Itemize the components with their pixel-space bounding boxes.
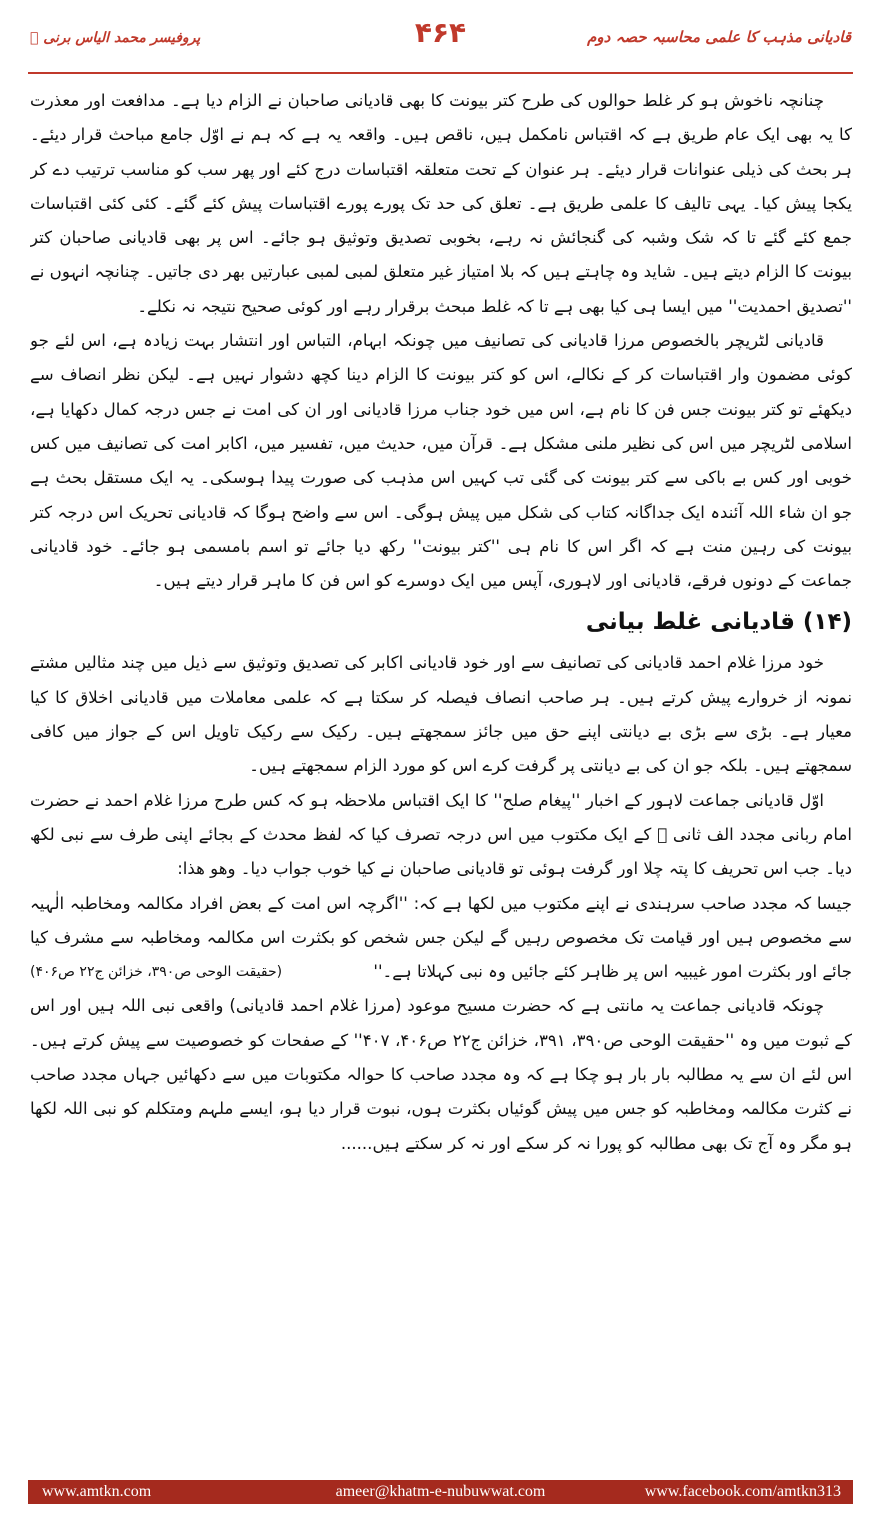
paragraph-5: چونکہ قادیانی جماعت یہ مانتی ہے کہ حضرت مسیح موعود (مرزا غلام احمد قادیانی) واقعی نبی اللہ ہیں اور اس کے ثبوت میں وہ ''حقیقت الوحی ص۳۹۰، ۳۹۱، خزائن ج۲۲ ص۴۰۶، ۴۰۷'' کے صفحات کو خصوصیت سے پیش کرتے ہیں۔ اس لئے ان سے یہ مطالبہ بار بار ہو چکا ہے کہ وہ مجدد صاحب کا حوالہ مکتوبات میں سے دکھائیں جہاں مجدد صاحب نے کثرت مکالمہ ومخاطبہ کو جس میں پیش گوئیاں بکثرت ہوں، نبوت قرار دیا ہو، ایسے ملہم ومتکلم کو نبی اللہ لکھا ہو مگر وہ آج تک بھی مطالبہ کو پورا نہ کر سکے اور نہ کر سکتے ہیں...... [30, 996, 852, 1153]
page-number: ۴۶۴ [414, 16, 467, 49]
facebook-link[interactable]: www.facebook.com/amtkn313 [644, 1483, 841, 1500]
page-footer [28, 1480, 853, 1504]
header-divider [28, 72, 853, 74]
paragraph-4: اوّل قادیانی جماعت لاہور کے اخبار ''پیغام صلح'' کا ایک اقتباس ملاحظہ ہو کہ کس طرح مرزا غلام احمد نے حضرت امام ربانی مجدد الف ثانی ﷫ کے ایک مکتوب میں اس درجہ تصرف کیا کہ لفظ محدث کے بجائے اپنی طرف سے نبی لکھ دیا۔ جب اس تحریف کا پتہ چلا اور گرفت ہوئی تو قادیانی صاحبان نے کیا خوب جواب دیا۔ وھو ھذا: [30, 790, 852, 879]
website-link[interactable]: www.amtkn.com [42, 1483, 152, 1500]
author-name: پروفیسر محمد الیاس برنی ﷫ [30, 30, 201, 46]
quotation: جیسا کہ مجدد صاحب سرہندی نے اپنے مکتوب میں لکھا ہے کہ: ''اگرچہ اس امت کے بعض افراد مکالمہ ومخاطبہ الٰہیہ سے مخصوص ہیں اور قیامت تک مخصوص رہیں گے لیکن جس شخص کو بکثرت اس مکالمہ ومخاطبہ سے مشرف کیا جائے اور بکثرت امور غیبیہ اس پر ظاہر کئے جائیں وہ نبی کہلاتا ہے۔'' [30, 893, 852, 982]
paragraph-2: قادیانی لٹریچر بالخصوص مرزا قادیانی کی تصانیف میں چونکہ ابہام، التباس اور انتشار بہت زیادہ ہے، اس لئے جو کوئی مضمون وار اقتباسات کر کے نکالے، اس کو کتر بیونت کا الزام دینا کچھ دشوار نہیں ہے۔ لیکن نظر انصاف سے دیکھئے تو کتر بیونت جس فن کا نام ہے، اس میں خود جناب مرزا قادیانی اور ان کی امت نے جس درجہ کمال دکھایا ہے، اسلامی لٹریچر میں اس کی نظیر ملنی مشکل ہے۔ قرآن میں، حدیث میں، تفسیر میں، اکابر امت کی تصانیف میں کس خوبی اور کس بے باکی سے کتر بیونت کی گئی تب کہیں اس مذہب کی صورت پیدا ہوسکی۔ یہ ایک مستقل بحث ہے جو ان شاء اللہ آئندہ ایک جداگانہ کتاب کی شکل میں پیش ہوگی۔ اس سے واضح ہوگا کہ قادیانی تحریک اس درجہ کتر بیونت کی رہین منت ہے کہ اگر اس کا نام ہی ''کتر بیونت'' رکھ دیا جائے تو اسم بامسمی ہو جائے۔ خود قادیانی جماعت کے دونوں فرقے، قادیانی اور لاہوری، آپس میں ایک دوسرے کو اس فن کا ماہر قرار دیتے ہیں۔ [30, 331, 852, 591]
page-body [30, 84, 852, 1469]
quotation-reference: (حقیقت الوحی ص۳۹۰، خزائن ج۲۲ ص۴۰۶) [30, 964, 283, 981]
section-heading: (۱۴) قادیانی غلط بیانی [585, 609, 852, 636]
paragraph-1: چنانچہ ناخوش ہو کر غلط حوالوں کی طرح کتر بیونت کا بھی قادیانی صاحبان نے الزام دیا ہے۔ مدافعت اور معذرت کا یہ بھی ایک عام طریق ہے کہ اقتباس نامکمل ہیں، ناقص ہیں۔ واقعہ یہ ہے کہ ہم نے اوّل جامع مباحث قرار دیئے۔ ہر بحث کی ذیلی عنوانات قرار دیئے۔ ہر عنوان کے تحت متعلقہ اقتباسات درج کئے اور پھر سب کو مناسب ترتیب دے کر یکجا پیش کیا۔ یہی تالیف کا علمی طریق ہے۔ تعلق کی حد تک پورے پورے اقتباسات پیش کئے گئے۔ کئی کئی اقتباسات جمع کئے گئے تا کہ شک وشبہ کی گنجائش نہ رہے، بخوبی تصدیق وتوثیق ہو جائے۔ اس پر بھی قادیانی صاحبان کتر بیونت کا الزام دیتے ہیں۔ شاید وہ چاہتے ہیں کہ بلا امتیاز غیر متعلق لمبی لمبی عبارتیں بھر دی جاتیں۔ چنانچہ انہوں نے ''تصدیق احمدیت'' میں ایسا ہی کیا بھی ہے تا کہ غلط مبحث برقرار رہے اور کوئی صحیح نتیجہ نہ نکلے۔ [30, 91, 852, 316]
paragraph-3: خود مرزا غلام احمد قادیانی کی تصانیف سے اور خود قادیانی اکابر کی تصدیق وتوثیق سے ذیل میں چند مثالیں مشتے نمونہ از خروارے پیش کرتے ہیں۔ ہر صاحب انصاف فیصلہ کر سکتا ہے کہ علمی معاملات میں قادیانی اخلاق کا کیا معیار ہے۔ بڑی سے بڑی بے دیانتی اپنے حق میں جائز سمجھتے ہیں۔ رکیک سے رکیک تاویل اس کے جواز میں کافی سمجھتے ہیں۔ بلکہ جو ان کی بے دیانتی پر گرفت کرے اس کو مورد الزام سمجھتے ہیں۔ [30, 653, 852, 776]
page-header [0, 0, 881, 70]
book-title: قادیانی مذہب کا علمی محاسبہ حصہ دوم [587, 28, 851, 46]
email-link[interactable]: ameer@khatm-e-nubuwwat.com [335, 1483, 546, 1500]
